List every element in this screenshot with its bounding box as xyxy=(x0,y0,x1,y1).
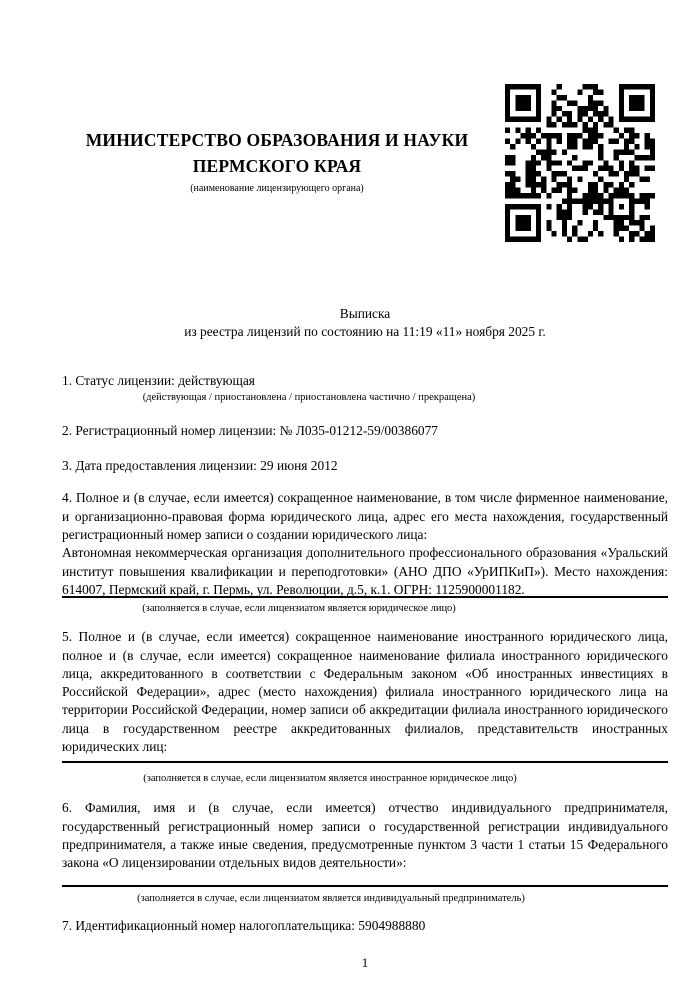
document-header xyxy=(62,84,668,249)
document-body xyxy=(62,305,668,972)
individual-entrepreneur-caption: (заполняется в случае, если лицензиатом является индивидуальный предприниматель) xyxy=(137,892,525,904)
field-registration-number: 2. Регистрационный номер лицензии: № Л035-01212-59/00386077 xyxy=(62,422,438,438)
qr-code-icon xyxy=(505,84,655,242)
individual-entrepreneur-label: 6. Фамилия, имя и (в случае, если имеется) отчество индивидуального предпринимателя, государственный регистрационный номер записи о государственной регистрации индивидуального предпринимателя, а также иные сведения, предусмотренные пунктом 3 части 1 статьи 15 Федерального закона «О лицензировании отдельных видов деятельности»: xyxy=(62,800,668,871)
page-number: 1 xyxy=(361,954,369,970)
ministry-name-line2: ПЕРМСКОГО КРАЯ xyxy=(192,155,362,176)
license-status-options-caption: (действующая / приостановлена / приостановлена частично / прекращена) xyxy=(142,391,476,403)
individual-entrepreneur-divider xyxy=(62,885,668,887)
field-individual-entrepreneur xyxy=(62,799,668,904)
legal-entity-value: Автономная некоммерческая организация дополнительного профессионального образования «Уральский институт повышения квалификации и переподготовки» (АНО ДПО «УрИПКиП»). Место нахождения: 614007, Пермский край, г. Пермь, ул. Революции, д.5, к.1. ОГРН: 1125900001182. xyxy=(62,545,668,597)
foreign-entity-divider xyxy=(62,761,668,763)
field-legal-entity xyxy=(62,489,668,615)
document-title-line1: Выписка xyxy=(339,306,391,321)
field-foreign-entity xyxy=(62,628,668,785)
field-license-status: 1. Статус лицензии: действующая xyxy=(62,372,255,388)
foreign-entity-label: 5. Полное и (в случае, если имеется) сокращенное наименование иностранного юридического лица, полное и (в случае, если имеется) сокращенное наименование филиала иностранного юридического лица, аккредитованного в соответствии с Федеральным законом «Об иностранных инвестициях в Российской Федерации», адрес (место нахождения) филиала иностранного юридического лица на территории Российской Федерации, номер записи об аккредитации филиала иностранного юридического лица в государственном реестре аккредитованных филиалов, представительств иностранных юридических лиц: xyxy=(62,629,668,755)
document-title-line2: из реестра лицензий по состоянию на 11:19 «11» ноября 2025 г. xyxy=(184,324,546,340)
legal-entity-label: 4. Полное и (в случае, если имеется) сокращенное наименование, в том числе фирменное наименование, и организационно-правовая форма юридического лица, адрес его места нахождения, государственный регистрационный номер записи о создании юридического лица: xyxy=(62,490,668,543)
field-taxpayer-number: 7. Идентификационный номер налогоплательщика: 5904988880 xyxy=(62,917,426,933)
document-title xyxy=(62,305,668,342)
ministry-name xyxy=(62,128,492,179)
licensing-authority-block xyxy=(62,84,492,195)
ministry-name-line1: МИНИСТЕРСТВО ОБРАЗОВАНИЯ И НАУКИ xyxy=(85,130,469,150)
legal-entity-caption: (заполняется в случае, если лицензиатом является юридическое лицо) xyxy=(142,603,456,615)
licensing-authority-caption: (наименование лицензирующего органа) xyxy=(190,183,364,194)
foreign-entity-caption: (заполняется в случае, если лицензиатом является иностранное юридическое лицо) xyxy=(143,773,517,785)
field-grant-date: 3. Дата предоставления лицензии: 29 июня 2012 xyxy=(62,458,338,474)
